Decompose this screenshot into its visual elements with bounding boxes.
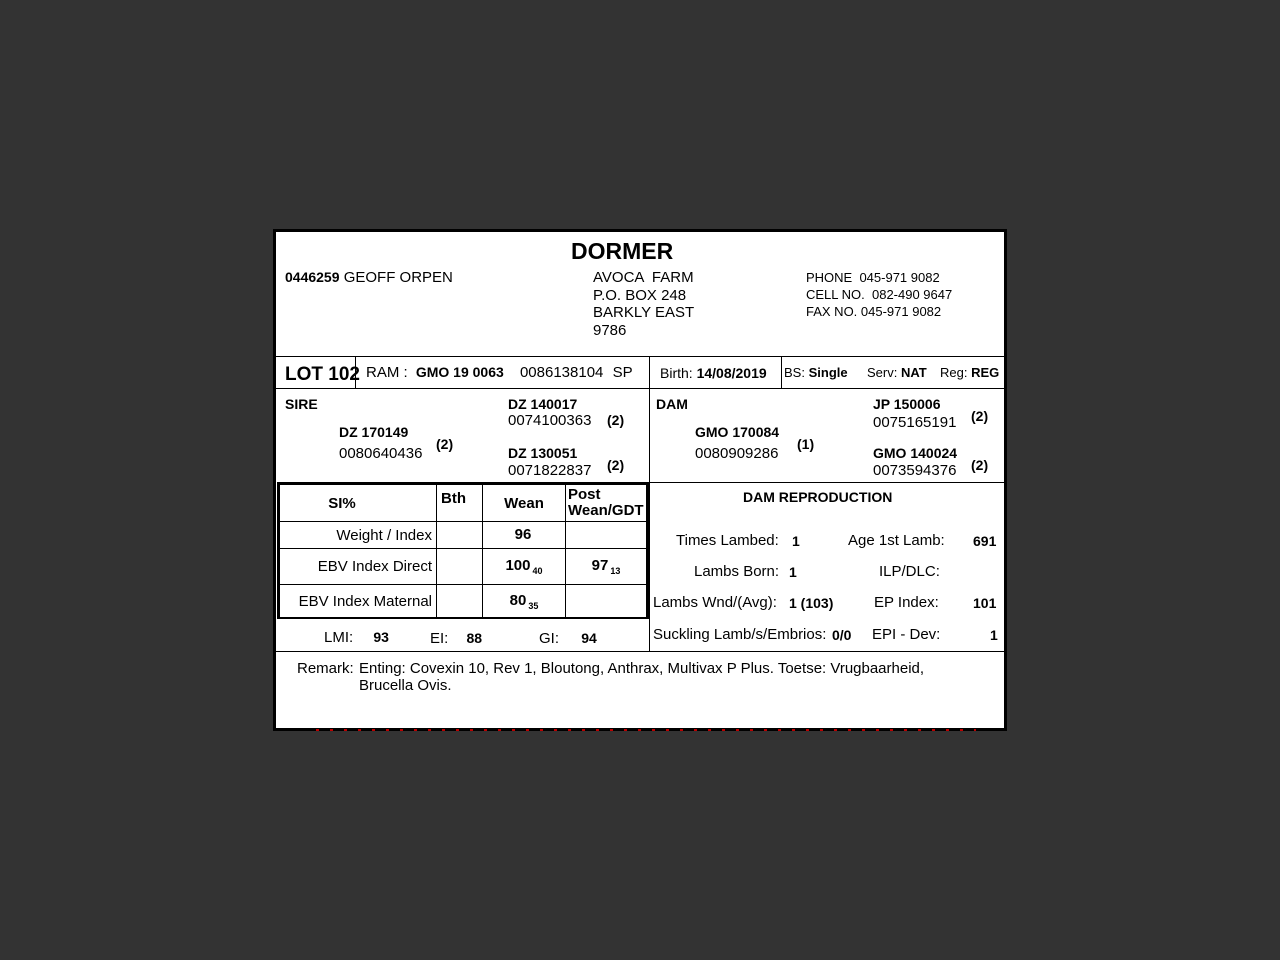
row-wean: 96 <box>483 522 566 549</box>
lambs-wnd-value: 1 (103) <box>789 595 834 611</box>
contact-phone: PHONE 045-971 9082 <box>806 270 940 285</box>
lmi-value: 93 <box>373 629 389 645</box>
owner-id: 0446259 <box>285 269 340 285</box>
divider <box>276 356 1004 357</box>
row-wean: 80 $_{35}$ <box>483 585 566 618</box>
age-first-lamb-value: 691 <box>973 533 997 549</box>
divider <box>781 356 782 388</box>
lot-number: LOT 102 <box>285 364 360 385</box>
ram-sp: SP <box>612 364 633 381</box>
lambs-born-label: Lambs Born: <box>694 563 780 580</box>
dam-dam-grade: (2) <box>971 457 989 473</box>
reg-label: Reg: <box>940 365 968 380</box>
ram-number: 0086138104 <box>519 364 604 381</box>
table-row <box>280 585 647 618</box>
dam-number: 0080909286 <box>695 445 779 462</box>
address-code: 9786 <box>593 321 627 339</box>
lmi-label: LMI: <box>324 629 354 646</box>
ep-index-label: EP Index: <box>874 594 939 611</box>
gi-label: GI: <box>539 630 560 647</box>
birth-info <box>660 365 767 381</box>
sire-label: SIRE <box>285 396 318 412</box>
sire-dam-number: 0071822837 <box>508 462 592 479</box>
remark-line-1: Enting: Covexin 10, Rev 1, Bloutong, Anthrax, Multivax P Plus. Toetse: Vrugbaarheid, <box>359 660 925 677</box>
bs-value: Single <box>808 365 848 380</box>
age-first-lamb-label: Age 1st Lamb: <box>848 532 945 549</box>
sire-dam-grade: (2) <box>607 457 625 473</box>
serv-info <box>867 365 927 380</box>
bs-info <box>784 365 848 380</box>
row-bth <box>437 549 483 585</box>
serv-value: NAT <box>900 365 927 380</box>
contact-fax: FAX NO. 045-971 9082 <box>806 304 942 319</box>
header-wean: Wean <box>483 485 566 522</box>
sire-id: DZ 170149 <box>339 424 409 440</box>
epi-dev-label: EPI - Dev: <box>872 626 941 643</box>
gi <box>539 630 597 647</box>
lambs-wnd-label: Lambs Wnd/(Avg): <box>653 594 777 611</box>
divider <box>276 651 1004 652</box>
sire-grade: (2) <box>436 436 454 452</box>
sire-sire-number: 0074100363 <box>508 412 592 429</box>
row-bth <box>437 522 483 549</box>
address-box: P.O. BOX 248 <box>593 286 687 304</box>
row-label: Weight / Index <box>280 522 437 549</box>
gi-value: 94 <box>581 630 597 646</box>
ei-label: EI: <box>430 630 449 647</box>
lmi <box>324 629 389 646</box>
address-farm: AVOCA FARM <box>593 269 694 286</box>
reg-info <box>940 365 999 380</box>
dam-sire-number: 0075165191 <box>873 414 957 431</box>
header-bth: Bth <box>437 485 483 522</box>
dam-dam-id: GMO 140024 <box>873 445 958 461</box>
divider <box>276 388 1004 389</box>
dam-reproduction-title: DAM REPRODUCTION <box>743 489 893 505</box>
row-label: EBV Index Maternal <box>280 585 437 618</box>
owner-name: GEOFF ORPEN <box>343 269 453 286</box>
times-lambed-value: 1 <box>792 533 800 549</box>
serv-label: Serv: <box>867 365 898 380</box>
sire-number: 0080640436 <box>339 445 423 462</box>
ilp-dlc-label: ILP/DLC: <box>879 563 940 580</box>
birth-date: 14/08/2019 <box>696 365 767 381</box>
dam-sire-id: JP 150006 <box>873 396 941 412</box>
epi-dev-value: 1 <box>990 627 998 643</box>
ram-label: RAM : <box>366 364 408 381</box>
breed-title: DORMER <box>571 238 674 264</box>
ei-value: 88 <box>466 630 483 646</box>
reg-value: REG <box>971 365 1000 380</box>
remark-label: Remark: <box>297 660 354 677</box>
table-header-row <box>280 485 647 522</box>
row-wean: 100 $_{40}$ <box>483 549 566 585</box>
si-table <box>277 482 649 619</box>
ram-info <box>366 364 633 381</box>
sire-dam-id: DZ 130051 <box>508 445 578 461</box>
lambs-born-value: 1 <box>789 564 797 580</box>
table-row <box>280 522 647 549</box>
dam-grade: (1) <box>797 436 815 452</box>
ram-id: GMO 19 0063 <box>415 364 504 380</box>
dam-label: DAM <box>656 396 688 412</box>
divider <box>649 356 650 651</box>
row-post <box>566 522 647 549</box>
bs-label: BS: <box>784 365 805 380</box>
dam-dam-number: 0073594376 <box>873 462 957 479</box>
dam-id: GMO 170084 <box>695 424 780 440</box>
row-post: 97 $_{13}$ <box>566 549 647 585</box>
catalogue-card <box>273 229 1007 731</box>
birth-label: Birth: <box>660 365 693 381</box>
times-lambed-label: Times Lambed: <box>676 532 779 549</box>
row-label: EBV Index Direct <box>280 549 437 585</box>
row-bth <box>437 585 483 618</box>
ei <box>430 630 482 647</box>
table-row <box>280 549 647 585</box>
address-block <box>593 269 694 339</box>
contact-cell: CELL NO. 082-490 9647 <box>806 287 953 302</box>
suckling-label: Suckling Lamb/s/Embrios: <box>653 626 827 643</box>
sire-sire-id: DZ 140017 <box>508 396 578 412</box>
remark-line-2: Brucella Ovis. <box>359 677 452 694</box>
header-si: SI% <box>280 485 437 522</box>
cut-off-text-remnant <box>316 729 976 731</box>
address-town: BARKLY EAST <box>593 304 695 321</box>
dam-sire-grade: (2) <box>971 408 989 424</box>
divider <box>650 482 1004 483</box>
header-post-wean: Post Wean/GDT <box>566 485 647 522</box>
ep-index-value: 101 <box>973 595 997 611</box>
owner <box>285 269 453 286</box>
suckling-value: 0/0 <box>832 627 852 643</box>
contact-block <box>806 269 952 320</box>
sire-sire-grade: (2) <box>607 412 625 428</box>
row-post <box>566 585 647 618</box>
